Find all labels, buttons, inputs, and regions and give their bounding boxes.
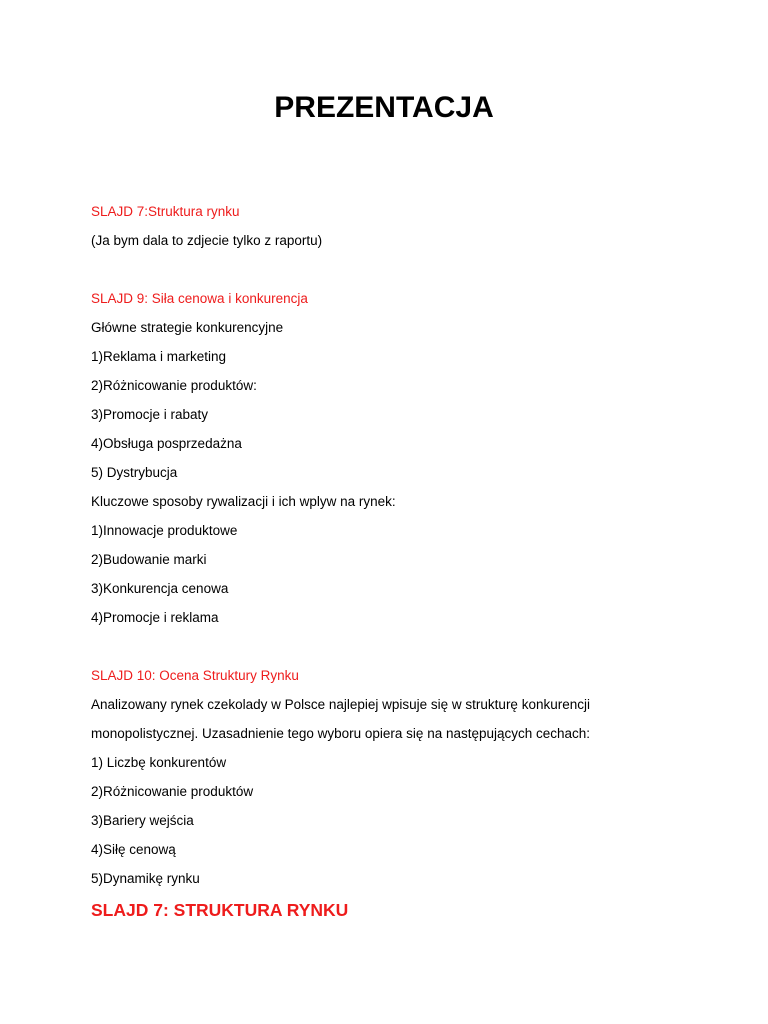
document-title: PREZENTACJA xyxy=(274,91,494,124)
text-line: Główne strategie konkurencyjne xyxy=(91,320,284,335)
list-item: 3)Konkurencja cenowa xyxy=(91,581,229,596)
text-line: Analizowany rynek czekolady w Polsce najlepiej wpisuje się w strukturę konkurencji xyxy=(91,697,590,712)
list-item: 2)Różnicowanie produktów xyxy=(91,784,254,799)
list-item: 2)Budowanie marki xyxy=(91,552,207,567)
list-item: 4)Obsługa posprzedażna xyxy=(91,436,242,451)
list-item: 5) Dystrybucja xyxy=(91,465,178,480)
section-heading-structure: SLAJD 7: STRUKTURA RYNKU xyxy=(91,900,349,920)
list-item: 4)Promocje i reklama xyxy=(91,610,219,625)
list-item: 1)Innowacje produktowe xyxy=(91,523,238,538)
list-item: 2)Różnicowanie produktów: xyxy=(91,378,257,393)
list-item: 4)Siłę cenową xyxy=(91,842,176,857)
list-item: 1) Liczbę konkurentów xyxy=(91,755,227,770)
section-heading-slide-9: SLAJD 9: Siła cenowa i konkurencja xyxy=(91,291,308,306)
text-line: Kluczowe sposoby rywalizacji i ich wplyw na rynek: xyxy=(91,494,396,509)
section-heading-slide-10: SLAJD 10: Ocena Struktury Rynku xyxy=(91,668,299,683)
list-item: 3)Promocje i rabaty xyxy=(91,407,209,422)
list-item: 3)Bariery wejścia xyxy=(91,813,194,828)
text-line: monopolistycznej. Uzasadnienie tego wyboru opiera się na następujących cechach: xyxy=(91,726,591,741)
section-heading-slide-7: SLAJD 7:Struktura rynku xyxy=(91,204,240,219)
text-line: (Ja bym dala to zdjecie tylko z raportu) xyxy=(91,233,323,248)
list-item: 1)Reklama i marketing xyxy=(91,349,227,364)
list-item: 5)Dynamikę rynku xyxy=(91,871,200,886)
